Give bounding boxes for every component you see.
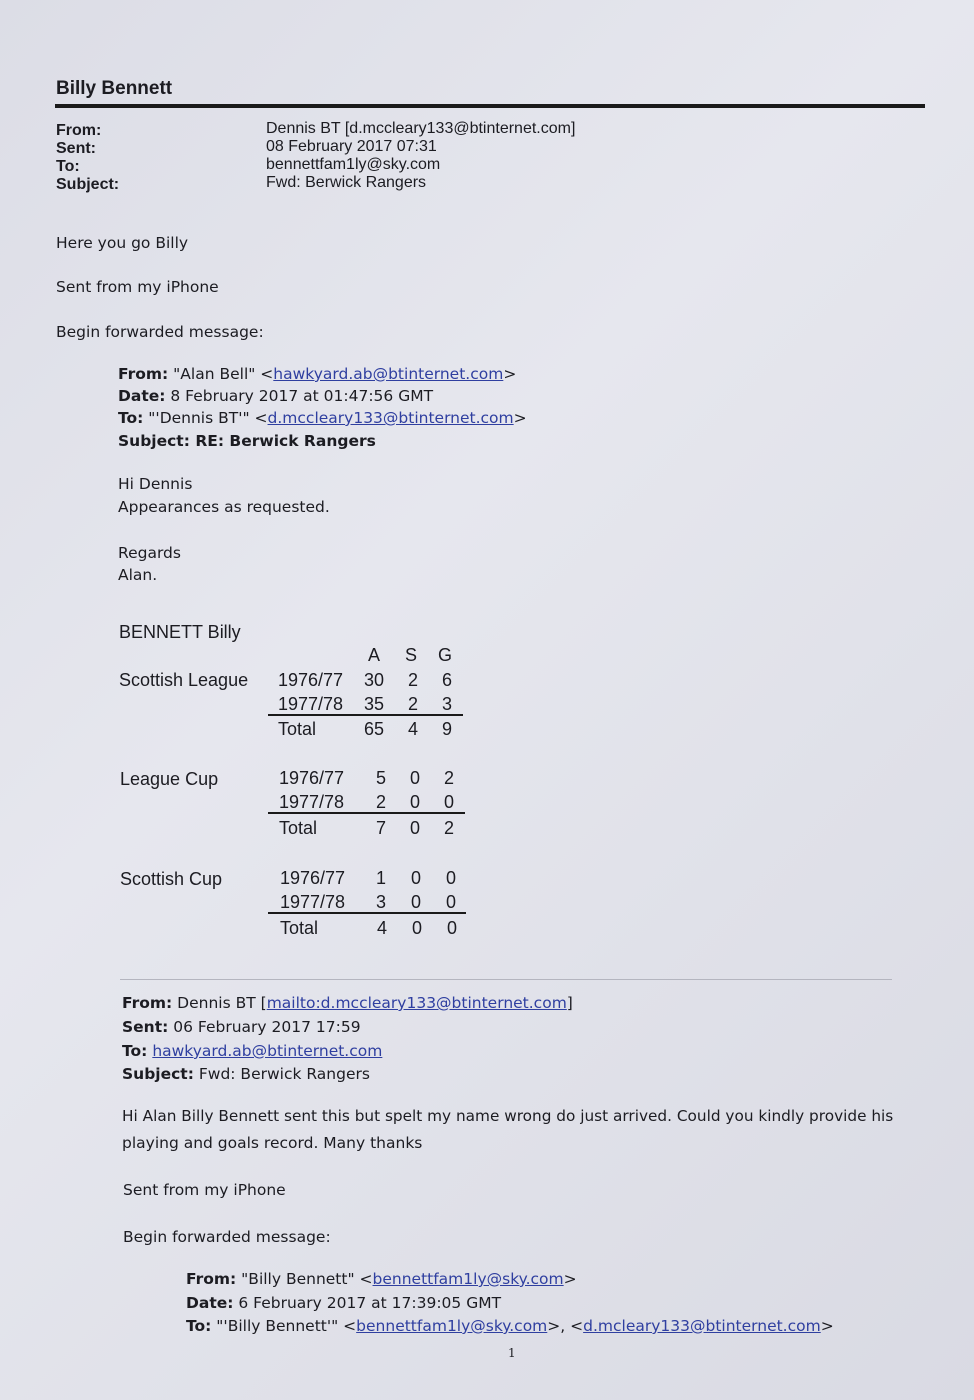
- sc-total-goals: 0: [446, 918, 457, 938]
- sl-subs-2: 2: [407, 694, 418, 714]
- fwd2-to-label: To:: [122, 1042, 148, 1060]
- fwd2-sent-label: Sent:: [122, 1018, 169, 1036]
- fwd1-from-line: [118, 365, 516, 383]
- sl-apps-2: 35: [363, 694, 385, 714]
- fwd1-to-line: [118, 409, 527, 427]
- fwd2-message-line-2: playing and goals record. Many thanks: [122, 1134, 423, 1152]
- fwd1-date-line: [118, 387, 433, 405]
- fwd2-sent-from: Sent from my iPhone: [123, 1181, 286, 1199]
- sc-goals-1: 0: [445, 868, 456, 888]
- sl-season-2: 1977/78: [278, 694, 344, 714]
- sl-total-subs: 4: [407, 719, 418, 739]
- sl-season-1: 1976/77: [278, 670, 344, 690]
- fwd3-to-label: To:: [186, 1317, 212, 1335]
- lc-apps-2: 2: [375, 792, 386, 812]
- sc-total-subs: 0: [411, 918, 422, 938]
- sl-goals-2: 3: [441, 694, 452, 714]
- fwd3-from-label: From:: [186, 1270, 237, 1288]
- fwd2-to-line: [122, 1042, 382, 1060]
- fwd1-signoff: Alan.: [118, 566, 158, 584]
- fwd1-from-name: "Alan Bell" <: [168, 365, 274, 383]
- stats-player-name: BENNETT Billy: [119, 622, 241, 642]
- sc-season-2: 1977/78: [280, 892, 346, 912]
- fwd1-date-value: 8 February 2017 at 01:47:56 GMT: [165, 387, 434, 405]
- fwd1-message: Appearances as requested.: [118, 498, 330, 516]
- fwd3-to-name: "'Billy Bennett'" <: [211, 1317, 357, 1335]
- sc-total-rule: [268, 912, 466, 914]
- to-label: To:: [56, 158, 80, 175]
- fwd1-subject-label: Subject:: [118, 432, 190, 450]
- page-number: 1: [508, 1346, 516, 1360]
- fwd1-date-label: Date:: [118, 387, 166, 405]
- sl-total-label: Total: [278, 719, 317, 739]
- sl-goals-1: 6: [441, 670, 452, 690]
- fwd1-from-email-link[interactable]: hawkyard.ab@btinternet.com: [273, 365, 504, 383]
- lc-total-rule: [268, 812, 465, 814]
- comp-league-cup: League Cup: [120, 769, 219, 789]
- fwd2-subject-value: Fwd: Berwick Rangers: [193, 1065, 370, 1083]
- fwd2-sent-value: 06 February 2017 17:59: [168, 1018, 361, 1036]
- sc-goals-2: 0: [445, 892, 456, 912]
- fwd2-mailto-link[interactable]: mailto:d.mccleary133@btinternet.com: [266, 994, 567, 1012]
- fwd1-to-label: To:: [118, 409, 144, 427]
- fwd3-to-mid: >, <: [547, 1317, 584, 1335]
- fwd1-from-label: From:: [118, 365, 169, 383]
- from-label: From:: [56, 122, 102, 139]
- sl-subs-1: 2: [407, 670, 418, 690]
- sc-total-label: Total: [280, 918, 319, 938]
- sl-apps-1: 30: [363, 670, 385, 690]
- sl-total-apps: 65: [363, 719, 385, 739]
- body-line-3: Begin forwarded message:: [56, 323, 264, 341]
- fwd3-date-value: 6 February 2017 at 17:39:05 GMT: [233, 1294, 502, 1312]
- fwd2-from-label: From:: [122, 994, 173, 1012]
- fwd2-from-name: Dennis BT [: [172, 994, 267, 1012]
- fwd3-to-line: [186, 1317, 834, 1335]
- fwd3-to-email-link-2[interactable]: d.mcleary133@btinternet.com: [583, 1317, 821, 1335]
- subject-value: Fwd: Berwick Rangers: [266, 174, 427, 191]
- fwd2-begin-forwarded: Begin forwarded message:: [123, 1228, 331, 1246]
- fwd3-date-line: [186, 1294, 501, 1312]
- fwd2-from-line: [122, 994, 573, 1012]
- message-separator: [120, 979, 892, 980]
- lc-total-label: Total: [279, 818, 318, 838]
- fwd1-to-name: "'Dennis BT'" <: [143, 409, 268, 427]
- lc-goals-1: 2: [443, 768, 454, 788]
- header-rule: [55, 104, 925, 108]
- sc-apps-2: 3: [375, 892, 386, 912]
- comp-scottish-cup: Scottish Cup: [120, 869, 223, 889]
- lc-season-1: 1976/77: [279, 768, 345, 788]
- fwd1-greeting: Hi Dennis: [118, 475, 193, 493]
- stats-col-goals: G: [437, 645, 452, 665]
- fwd2-subject-label: Subject:: [122, 1065, 194, 1083]
- fwd3-from-name: "Billy Bennett" <: [236, 1270, 373, 1288]
- lc-total-subs: 0: [409, 818, 420, 838]
- sl-total-goals: 9: [441, 719, 452, 739]
- body-line-2: Sent from my iPhone: [56, 278, 219, 296]
- lc-goals-2: 0: [443, 792, 454, 812]
- stats-col-apps: A: [367, 645, 380, 665]
- sent-value: 08 February 2017 07:31: [266, 138, 437, 155]
- lc-season-2: 1977/78: [279, 792, 345, 812]
- to-value: bennettfam1ly@sky.com: [266, 156, 441, 173]
- fwd2-to-email-link[interactable]: hawkyard.ab@btinternet.com: [152, 1042, 383, 1060]
- fwd2-message-line-1: Hi Alan Billy Bennett sent this but spelt my name wrong do just arrived. Could you kindly provide his: [122, 1107, 894, 1125]
- fwd1-regards: Regards: [118, 544, 181, 562]
- subject-label: Subject:: [56, 176, 120, 193]
- fwd3-to-end: >: [820, 1317, 834, 1335]
- fwd1-to-email-link[interactable]: d.mccleary133@btinternet.com: [267, 409, 514, 427]
- lc-total-apps: 7: [375, 818, 386, 838]
- stats-col-subs: S: [404, 645, 417, 665]
- sc-total-apps: 4: [376, 918, 387, 938]
- fwd1-to-end: >: [513, 409, 527, 427]
- from-value: Dennis BT [d.mccleary133@btinternet.com]: [266, 120, 576, 137]
- fwd1-from-end: >: [503, 365, 517, 383]
- sc-apps-1: 1: [375, 868, 386, 888]
- sl-total-rule: [268, 714, 463, 716]
- fwd2-sent-line: [122, 1018, 361, 1036]
- fwd1-subject-line: [118, 432, 376, 450]
- fwd1-subject-value: RE: Berwick Rangers: [189, 432, 376, 450]
- lc-total-goals: 2: [443, 818, 454, 838]
- fwd3-date-label: Date:: [186, 1294, 234, 1312]
- fwd2-from-end: ]: [566, 994, 573, 1012]
- sc-subs-1: 0: [410, 868, 421, 888]
- lc-apps-1: 5: [375, 768, 386, 788]
- sender-name-title: Billy Bennett: [56, 78, 173, 99]
- sc-subs-2: 0: [410, 892, 421, 912]
- fwd3-to-email-link-1[interactable]: bennettfam1ly@sky.com: [356, 1317, 548, 1335]
- fwd3-from-line: [186, 1270, 577, 1288]
- body-line-1: Here you go Billy: [56, 234, 189, 252]
- fwd2-subject-line: [122, 1065, 370, 1083]
- lc-subs-2: 0: [409, 792, 420, 812]
- fwd3-from-end: >: [563, 1270, 577, 1288]
- sc-season-1: 1976/77: [280, 868, 346, 888]
- fwd3-from-email-link[interactable]: bennettfam1ly@sky.com: [372, 1270, 564, 1288]
- comp-scottish-league: Scottish League: [119, 670, 249, 690]
- lc-subs-1: 0: [409, 768, 420, 788]
- sent-label: Sent:: [56, 140, 96, 157]
